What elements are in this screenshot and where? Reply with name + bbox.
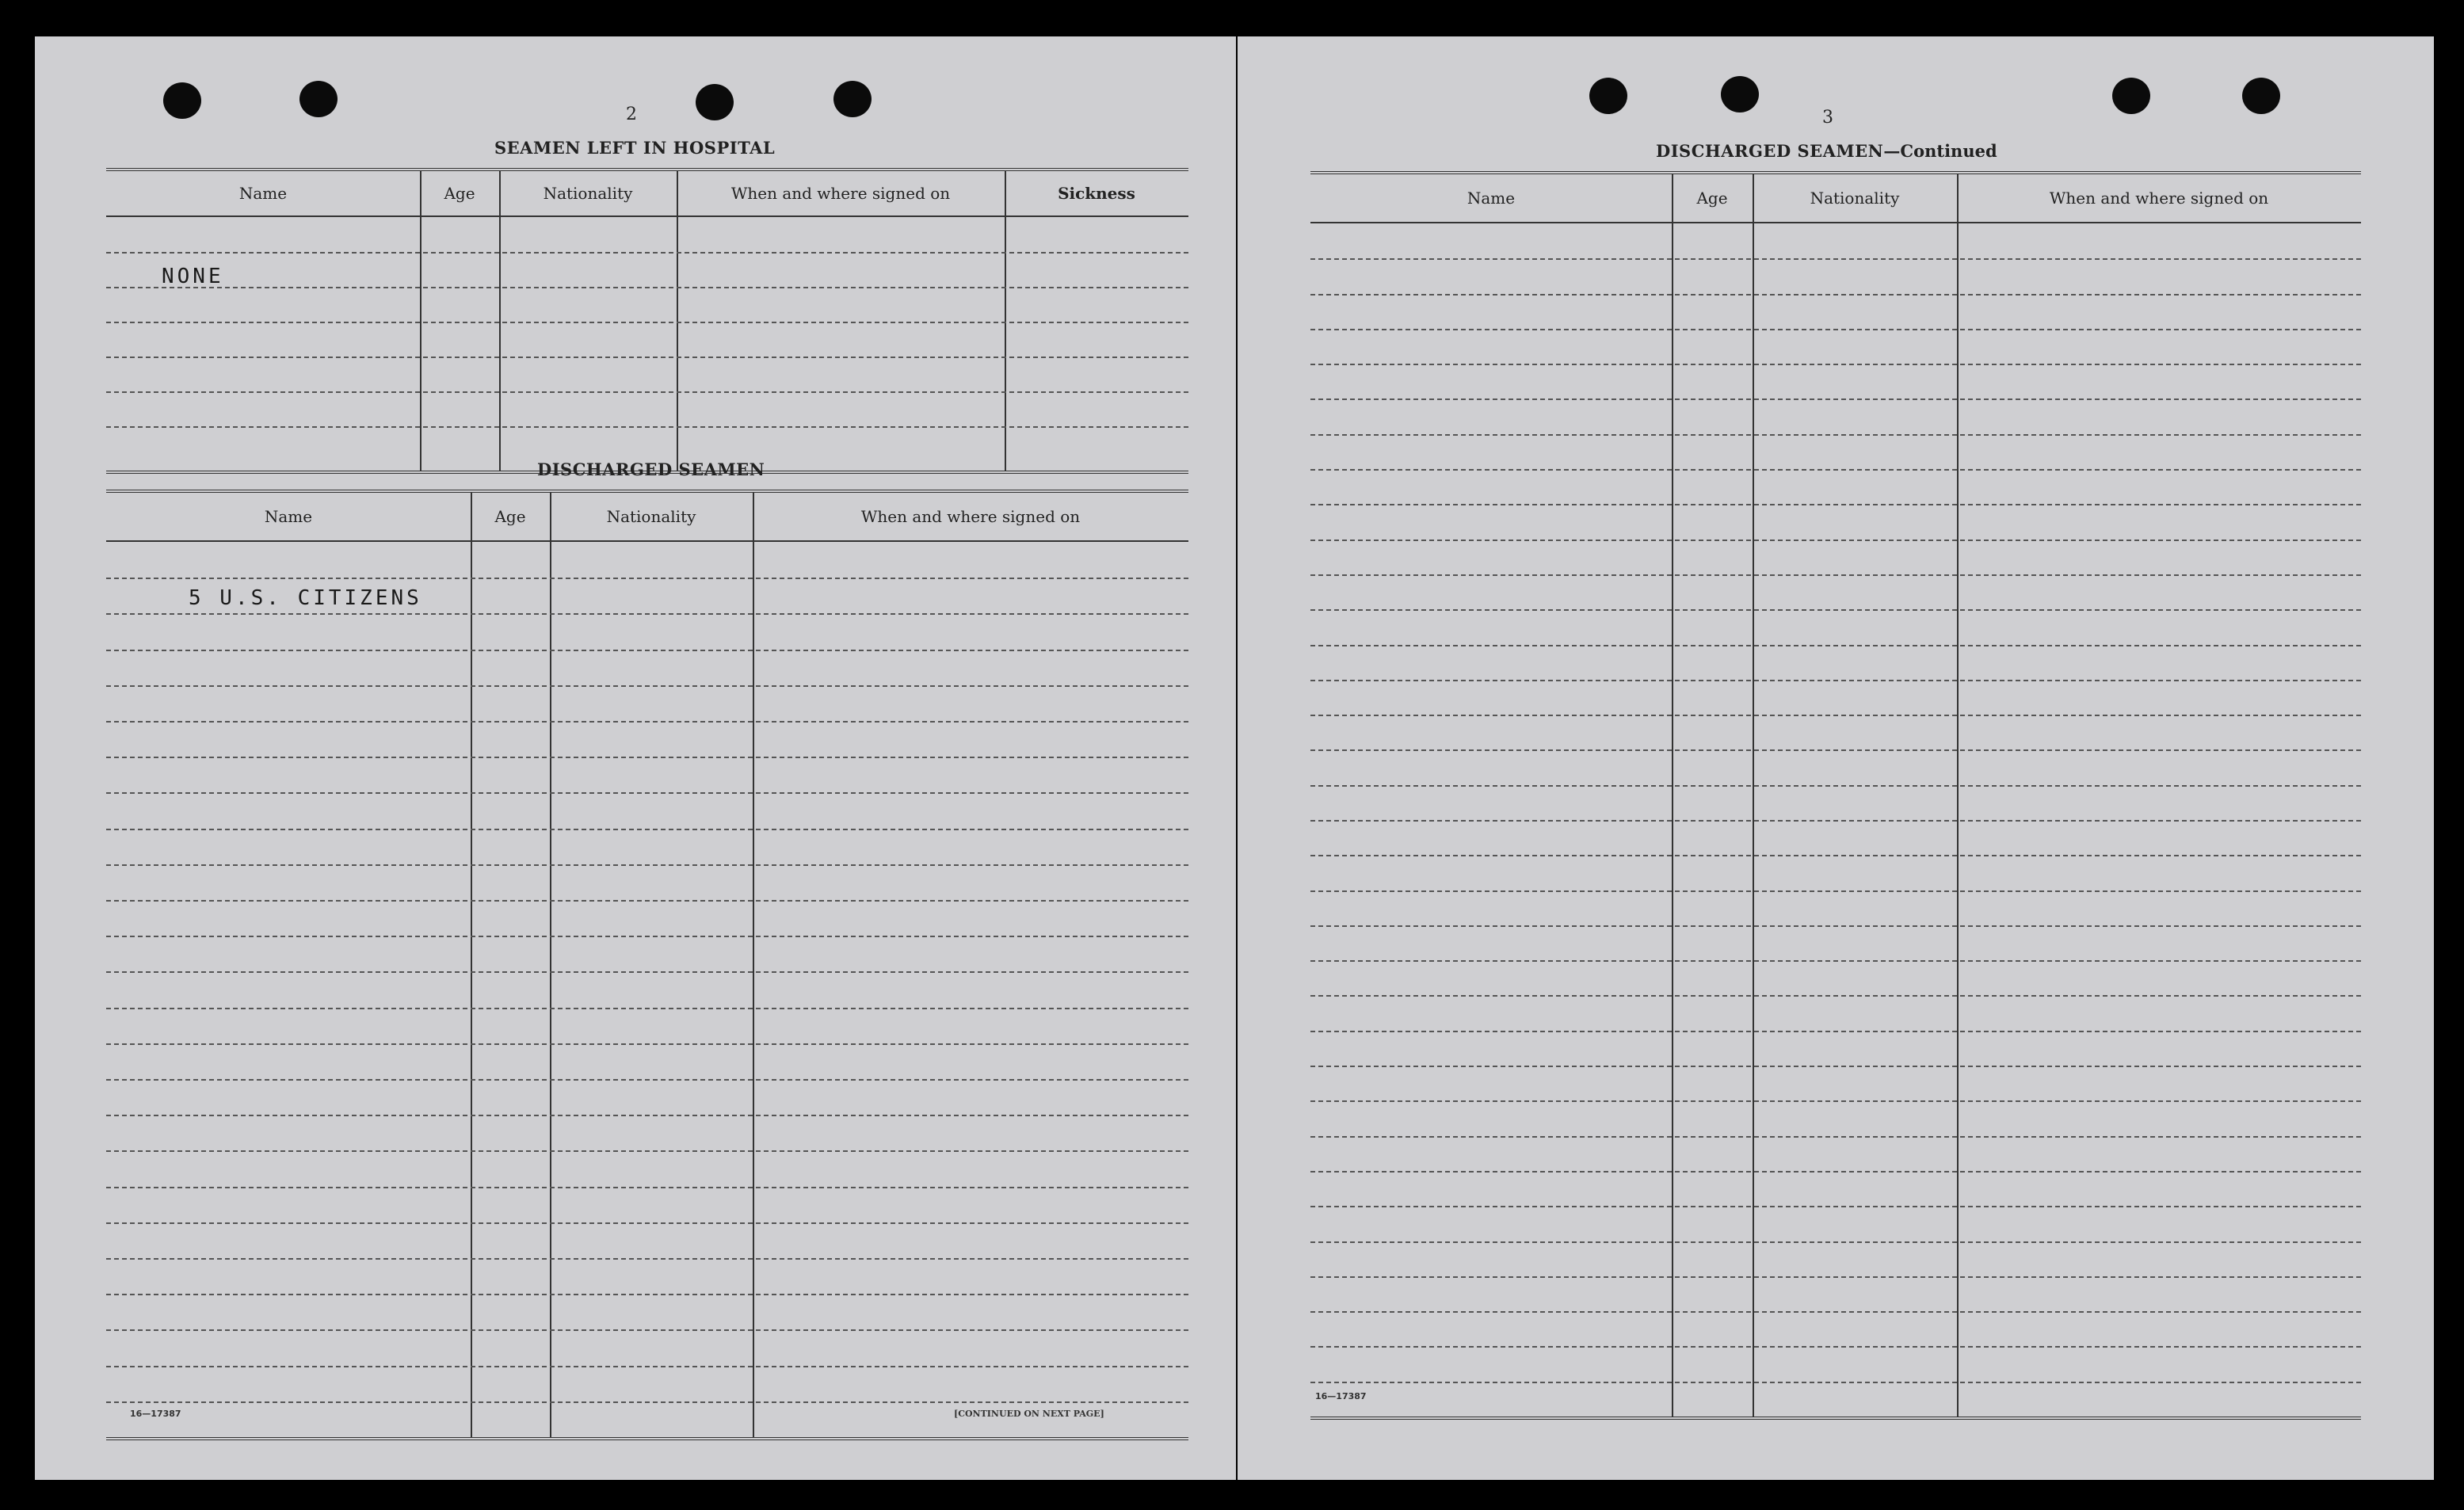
- column-header-signed-on: When and where signed on: [2049, 189, 2269, 208]
- row-line: [106, 613, 1188, 615]
- row-line: [1310, 1346, 2361, 1348]
- section-title-discharged-continued: [1656, 141, 1997, 161]
- binder-hole: [163, 82, 201, 119]
- row-line: [1310, 1136, 2361, 1138]
- row-line: [106, 757, 1188, 758]
- row-line: [1310, 364, 2361, 365]
- column-header-nationality: Nationality: [606, 507, 696, 526]
- typed-entry: NONE: [162, 265, 224, 288]
- section-title-text: DISCHARGED SEAMEN: [1656, 141, 1884, 161]
- row-line: [106, 1222, 1188, 1224]
- column-header-signed-on: When and where signed on: [730, 184, 951, 203]
- row-line: [1310, 995, 2361, 997]
- section-title-hospital: SEAMEN LEFT IN HOSPITAL: [494, 138, 776, 158]
- row-line: [1310, 294, 2361, 296]
- column-header-name: Name: [1467, 189, 1516, 208]
- form-code: 16—17387: [130, 1409, 181, 1419]
- row-line: [106, 1294, 1188, 1295]
- table-header: [106, 171, 1188, 217]
- row-line: [1310, 258, 2361, 260]
- row-line: [106, 900, 1188, 902]
- binder-hole: [2112, 78, 2150, 114]
- table-body: [106, 542, 1188, 1437]
- binder-hole: [833, 81, 872, 117]
- row-line: [1310, 1171, 2361, 1173]
- row-line: [1310, 749, 2361, 751]
- row-line: [1310, 1206, 2361, 1207]
- column-header-age: Age: [494, 507, 526, 526]
- page-number: 2: [626, 105, 637, 124]
- row-line: [1310, 1276, 2361, 1278]
- row-line: [106, 287, 1188, 288]
- column-header-nationality: Nationality: [543, 184, 633, 203]
- column-header-name: Name: [264, 507, 313, 526]
- right-page: [1238, 36, 2434, 1480]
- row-line: [1310, 680, 2361, 681]
- binder-hole: [299, 81, 338, 117]
- row-line: [106, 1150, 1188, 1152]
- row-line: [106, 1043, 1188, 1045]
- row-line: [1310, 540, 2361, 541]
- binder-hole: [1721, 76, 1759, 112]
- binder-hole: [696, 84, 734, 120]
- binder-hole: [2242, 78, 2280, 114]
- column-header-signed-on: When and where signed on: [860, 507, 1081, 526]
- column-header-name: Name: [238, 184, 288, 203]
- row-line: [106, 685, 1188, 687]
- typed-entry: 5 U.S. CITIZENS: [189, 586, 422, 610]
- row-line: [1310, 504, 2361, 505]
- row-line: [1310, 609, 2361, 611]
- row-line: [106, 1187, 1188, 1188]
- row-line: [1310, 329, 2361, 330]
- row-line: [1310, 1066, 2361, 1067]
- row-line: [106, 1115, 1188, 1116]
- row-line: [1310, 398, 2361, 400]
- row-line: [106, 322, 1188, 323]
- row-line: [1310, 785, 2361, 787]
- row-line: [106, 1401, 1188, 1403]
- row-line: [1310, 925, 2361, 927]
- row-line: [106, 971, 1188, 973]
- row-line: [1310, 1100, 2361, 1102]
- column-header-age: Age: [444, 184, 475, 203]
- left-page: [35, 36, 1236, 1480]
- row-line: [1310, 715, 2361, 716]
- row-line: [106, 864, 1188, 866]
- row-line: [1310, 855, 2361, 856]
- row-line: [1310, 1031, 2361, 1032]
- row-line: [106, 1008, 1188, 1009]
- row-line: [1310, 469, 2361, 471]
- row-line: [1310, 434, 2361, 436]
- row-line: [106, 792, 1188, 794]
- row-line: [106, 426, 1188, 428]
- table-body: [1310, 223, 2361, 1417]
- page-number: 3: [1822, 108, 1833, 128]
- row-line: [106, 391, 1188, 393]
- continued-note: [CONTINUED ON NEXT PAGE]: [954, 1409, 1104, 1419]
- row-line: [1310, 1311, 2361, 1313]
- row-line: [1310, 645, 2361, 646]
- row-line: [106, 252, 1188, 254]
- column-header-sickness: Sickness: [1058, 184, 1135, 203]
- row-line: [106, 578, 1188, 579]
- row-line: [1310, 960, 2361, 962]
- form-code: 16—17387: [1315, 1391, 1367, 1401]
- row-line: [106, 721, 1188, 723]
- binder-hole: [1589, 78, 1627, 114]
- row-line: [106, 357, 1188, 358]
- row-line: [1310, 1382, 2361, 1383]
- row-line: [1310, 820, 2361, 822]
- row-line: [1310, 890, 2361, 892]
- discharged-continued-table: [1310, 171, 2361, 1420]
- row-line: [106, 1366, 1188, 1367]
- discharged-table: [106, 490, 1188, 1440]
- row-line: [106, 650, 1188, 651]
- column-header-age: Age: [1696, 189, 1728, 208]
- row-line: [106, 1329, 1188, 1331]
- row-line: [1310, 574, 2361, 576]
- row-line: [106, 1258, 1188, 1260]
- table-header: [106, 493, 1188, 542]
- row-line: [1310, 1241, 2361, 1243]
- table-body: [106, 217, 1188, 471]
- section-title-discharged: DISCHARGED SEAMEN: [537, 459, 765, 479]
- section-title-suffix: —Continued: [1883, 141, 1997, 161]
- column-header-nationality: Nationality: [1810, 189, 1900, 208]
- row-line: [106, 936, 1188, 937]
- table-header: [1310, 174, 2361, 223]
- hospital-table: [106, 168, 1188, 474]
- row-line: [106, 829, 1188, 830]
- row-line: [106, 1079, 1188, 1081]
